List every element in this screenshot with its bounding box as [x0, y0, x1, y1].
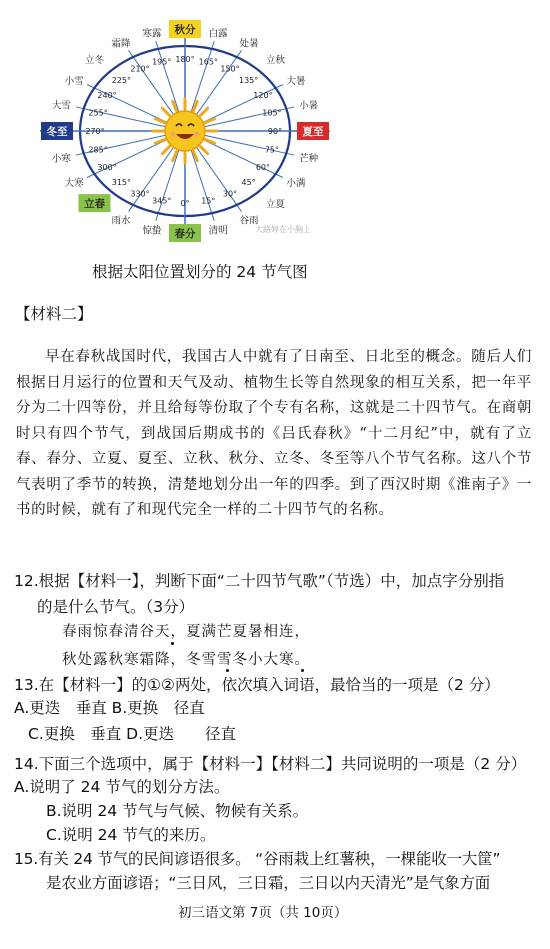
- watermark: 大路婷在小胸上: [255, 225, 311, 234]
- solar-term-label: 冬至: [46, 126, 68, 138]
- solar-term-label: 霜降: [111, 38, 131, 50]
- solar-term-label: 夏至: [302, 126, 324, 138]
- degree-label: 300°: [97, 163, 117, 172]
- diagram-caption: 根据太阳位置划分的 24 节气图: [92, 263, 308, 281]
- poem-line-2: 秋处露秋寒霜降，冬雪雪冬小大寒。: [62, 652, 310, 668]
- solar-terms-diagram: [40, 20, 360, 245]
- emphasis-dot: [301, 669, 304, 672]
- degree-label: 180°: [175, 55, 195, 64]
- degree-label: 240°: [97, 91, 117, 100]
- solar-term-label: 立冬: [84, 54, 104, 66]
- q12-stem-line1: 12.根据【材料一】，判断下面“二十四节气歌”（节选）中，加点字分别指: [14, 572, 505, 590]
- solar-term-label: 秋分: [174, 24, 196, 36]
- solar-term-label: 大暑: [286, 76, 306, 87]
- degree-label: 330°: [130, 189, 150, 199]
- solar-term-label: 立秋: [266, 54, 286, 66]
- solar-term-label: 处暑: [239, 38, 259, 50]
- degree-label: 45°: [241, 177, 256, 187]
- solar-term-label: 小暑: [299, 100, 319, 112]
- solar-term-label: 芒种: [299, 153, 319, 165]
- solar-term-label: 大寒: [64, 178, 84, 189]
- q14-option-c: C.说明 24 节气的来历。: [46, 826, 216, 844]
- solar-term-label: 雨水: [111, 215, 131, 227]
- degree-label: 345°: [152, 196, 172, 206]
- q14-option-b: B.说明 24 节气与气候、物候有关系。: [46, 802, 309, 820]
- degree-label: 270°: [85, 127, 105, 136]
- solar-term-label: 白露: [208, 28, 228, 40]
- degree-label: 315°: [111, 177, 132, 187]
- degree-label: 90°: [267, 127, 283, 136]
- degree-label: 60°: [255, 163, 271, 172]
- material-two-heading: 【材料二】: [15, 305, 93, 323]
- q13-options-cd: C.更换 垂直 D.更迭 径直: [28, 725, 237, 743]
- solar-term-label: 立夏: [266, 199, 286, 211]
- sun-icon: [153, 99, 217, 163]
- q14-stem: 14.下面三个选项中，属于【材料一】【材料二】共同说明的一项是（2 分）: [14, 755, 527, 773]
- solar-term-label: 惊蛰: [142, 225, 162, 237]
- poem-line-1: 春雨惊春清谷天，夏满芒夏暑相连，: [62, 624, 310, 640]
- degree-label: 285°: [88, 145, 108, 155]
- degree-label: 30°: [222, 189, 238, 199]
- solar-term-label: 立春: [83, 198, 105, 211]
- degree-label: 15°: [201, 196, 216, 206]
- emphasis-dot: [226, 669, 229, 672]
- material-two-text: 早在春秋战国时代，我国古人中就有了日南至、日北至的概念。随后人们根据日月运行的位置和天气及动、植物生长等自然现象的相互关系，把一年平分为二十四等份，并且给每等份取了个专有名称，这就是二十四节气。在商朝时只有四个节气，到战国后期成书的《吕氏春秋》“十二月纪”中，就有了立春、春分、立夏、夏至、立秋、秋分、立冬、冬至等八个节气名称。这八个节气表明了季节的转换，清楚地划分出一年的四季。到了西汉时期《淮南子》一书的时候，就有了和现代完全一样的二十四节气的名称。: [16, 349, 532, 518]
- q15-stem-line1: 15.有关 24 节气的民间谚语很多。 “谷雨栽上红薯秧，一棵能收一大筐”: [14, 850, 501, 868]
- solar-term-label: 清明: [208, 225, 228, 237]
- degree-label: 120°: [253, 91, 273, 100]
- degree-label: 210°: [130, 64, 150, 74]
- degree-label: 75°: [264, 145, 280, 155]
- solar-term-label: 寒露: [142, 28, 162, 40]
- emphasis-dot: [171, 642, 174, 645]
- material-two-paragraph: [16, 345, 532, 524]
- solar-term-label: 谷雨: [239, 215, 259, 227]
- solar-term-label: 小雪: [64, 76, 84, 87]
- q13-stem: 13.在【材料一】的①②两处，依次填入词语，最恰当的一项是（2 分）: [14, 676, 500, 694]
- solar-term-label: 小满: [286, 178, 306, 189]
- page-footer: 初三语文第 7页（共 10页）: [178, 905, 348, 921]
- q13-options-ab: A.更迭 垂直 B.更换 径直: [14, 699, 205, 717]
- degree-label: 105°: [262, 108, 282, 118]
- degree-label: 135°: [238, 76, 259, 86]
- degree-label: 255°: [88, 108, 108, 118]
- q12-stem-line2: 的是什么节气。（3分）: [37, 598, 195, 616]
- solar-term-label: 小寒: [51, 153, 71, 165]
- degree-label: 0°: [180, 199, 190, 208]
- degree-label: 150°: [220, 64, 240, 74]
- q15-stem-line2: 是农业方面谚语；“三日风，三日霜，三日以内天清光”是气象方面: [46, 874, 491, 892]
- q14-option-a: A.说明了 24 节气的划分方法。: [14, 778, 230, 796]
- solar-term-label: 春分: [174, 228, 196, 240]
- degree-label: 195°: [152, 57, 172, 67]
- degree-label: 165°: [198, 57, 218, 67]
- solar-term-label: 大雪: [51, 100, 71, 112]
- degree-label: 225°: [111, 76, 132, 86]
